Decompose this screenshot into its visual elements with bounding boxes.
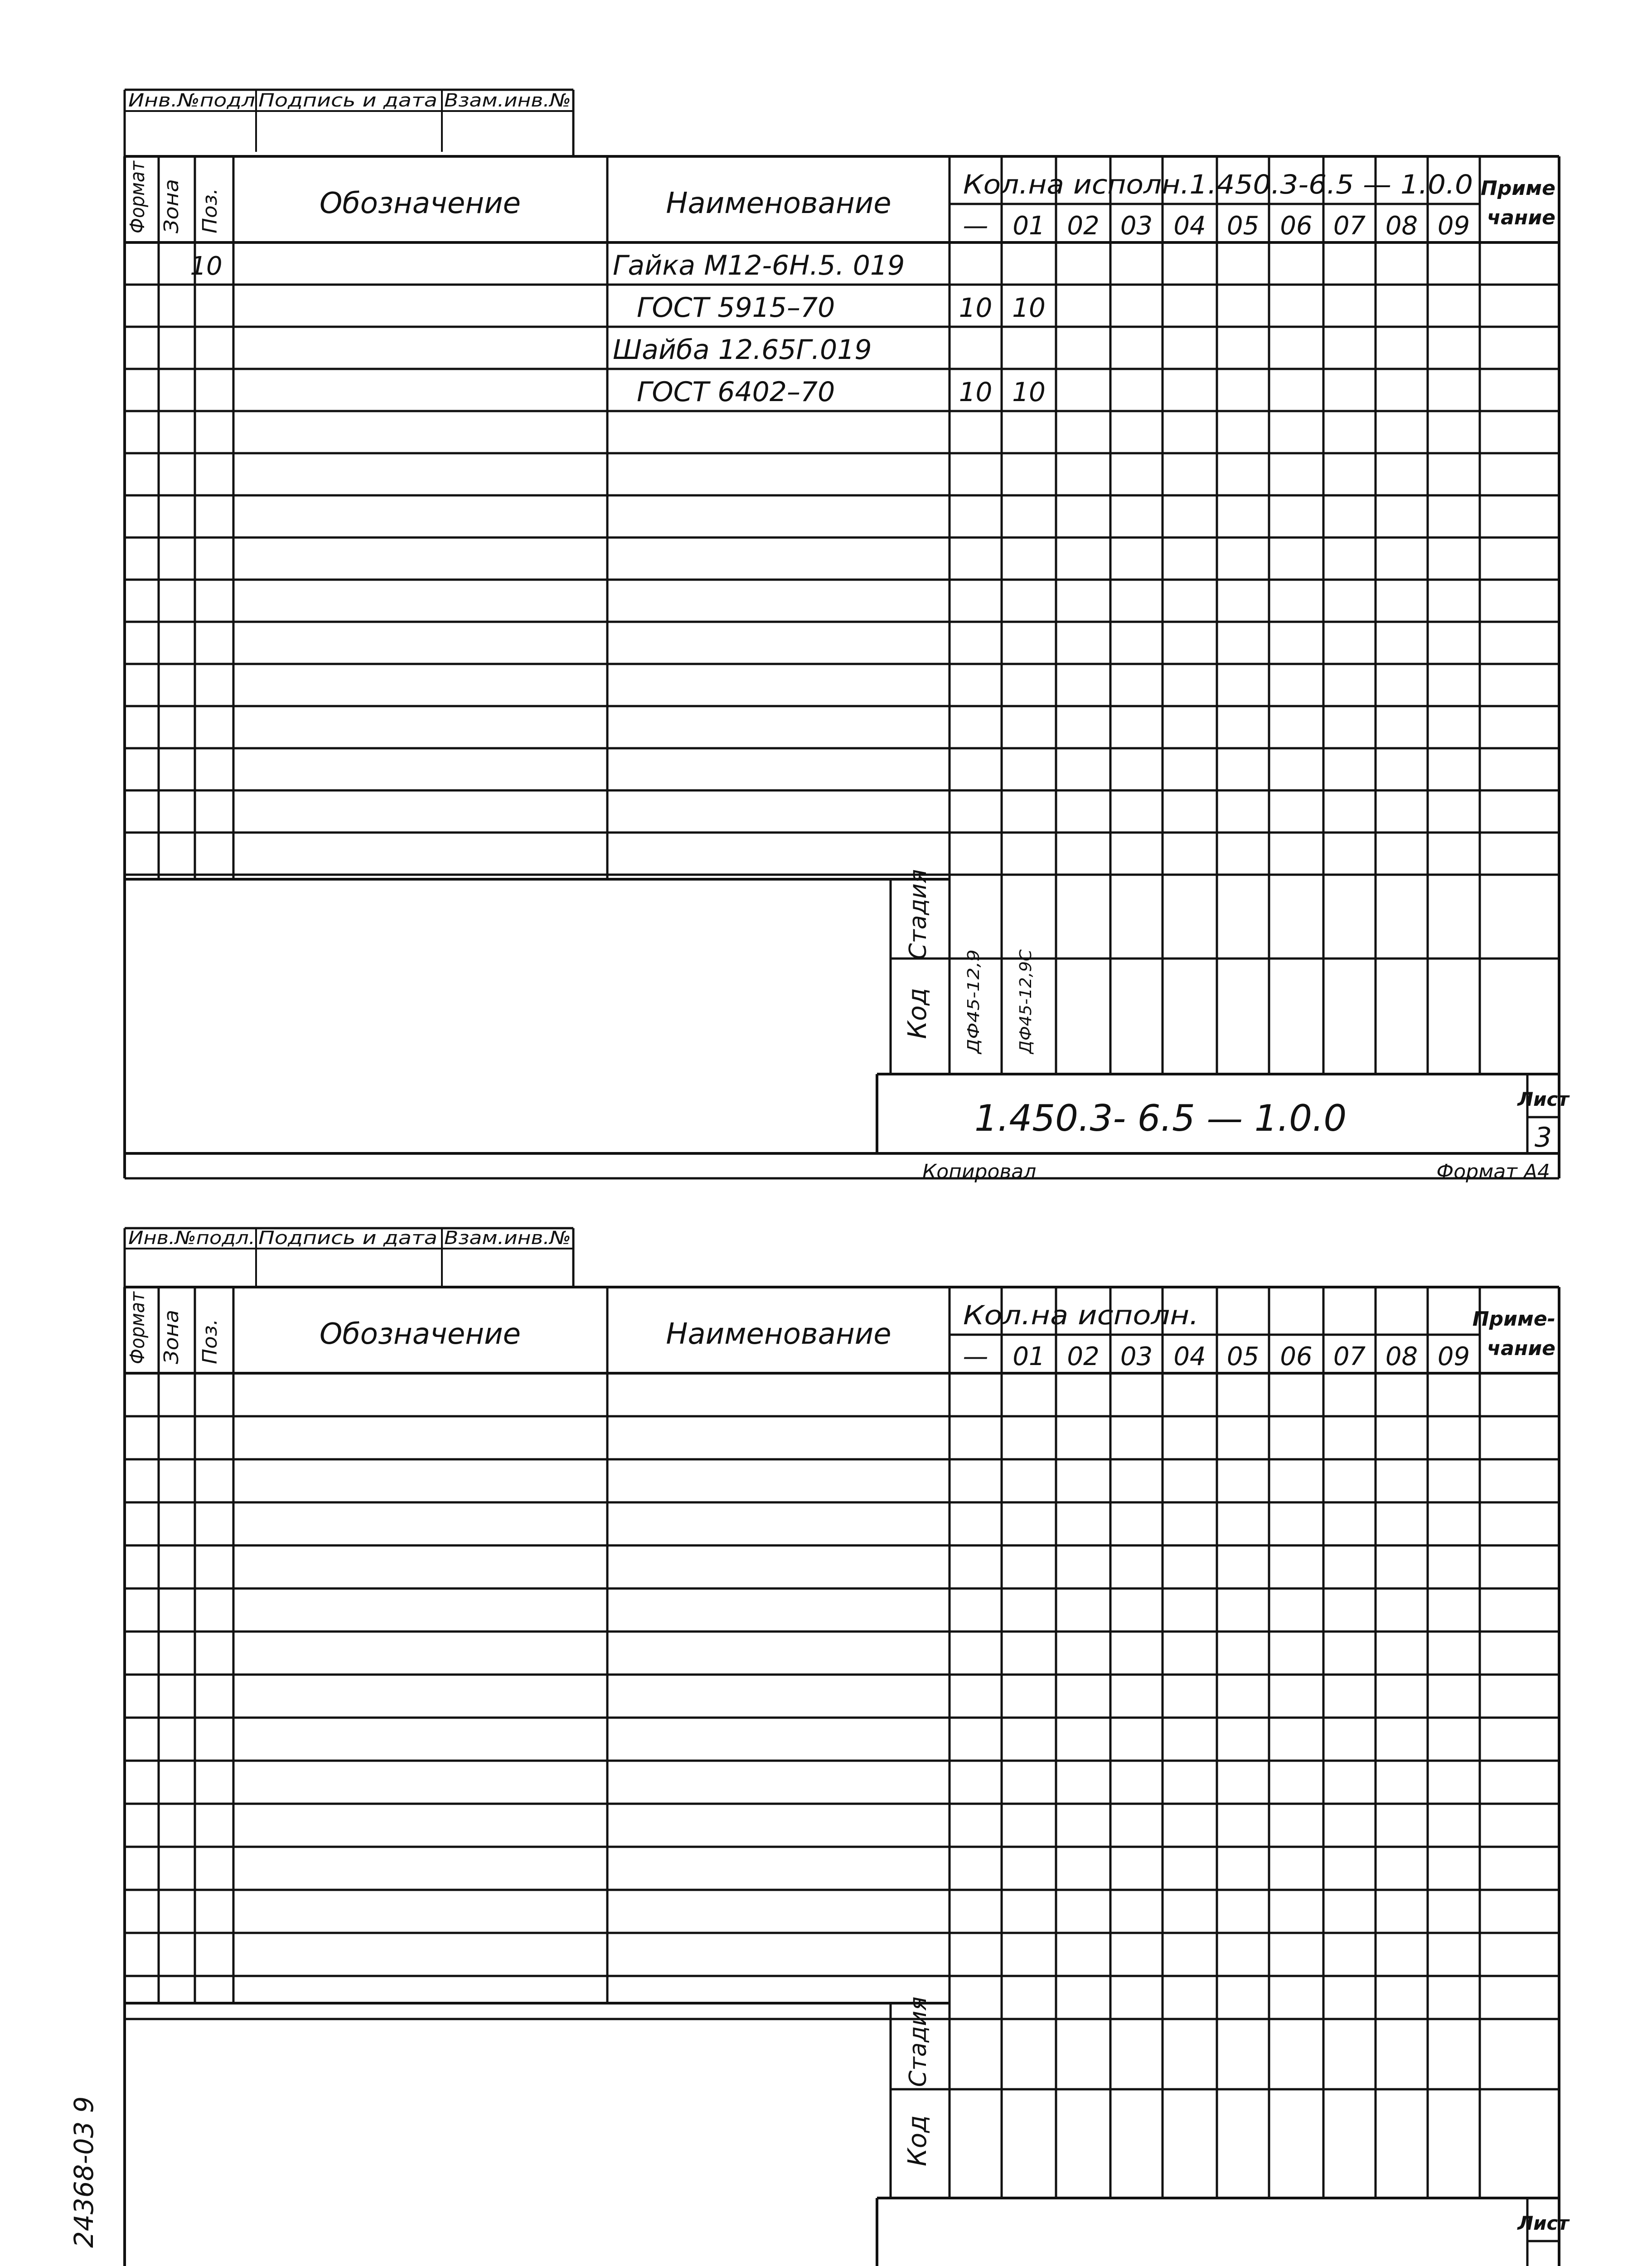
- variant-label: —: [963, 211, 988, 241]
- side-stamp: 24368-03 9: [68, 2096, 99, 2248]
- stamp-label: Инв.№подл: [128, 90, 255, 111]
- header-note: Приме: [1481, 177, 1555, 200]
- variant-label: 08: [1385, 1342, 1418, 1371]
- row-name: Шайба 12.65Г.019: [613, 334, 872, 366]
- header-qty: Кол.на исполн.: [963, 1300, 1199, 1331]
- stadia-label: Стадия: [905, 1996, 932, 2087]
- header-format: Формат: [126, 152, 149, 233]
- row-qty: 10: [959, 292, 993, 323]
- header-zona: Зона: [160, 183, 183, 233]
- row-qty: 10: [1012, 377, 1046, 407]
- variant-label: 03: [1120, 1342, 1153, 1371]
- variant-label: 06: [1280, 211, 1313, 241]
- variant-label: 03: [1120, 211, 1153, 241]
- variant-label: 02: [1067, 1342, 1100, 1371]
- variant-label: —: [963, 1342, 988, 1371]
- row-poz: 10: [190, 252, 223, 281]
- variant-label: 01: [1013, 1342, 1045, 1371]
- variant-label: 01: [1013, 211, 1045, 241]
- list-number: 3: [1534, 1122, 1552, 1153]
- format-label: Формат А4: [1436, 1160, 1550, 1183]
- header-note: чание: [1487, 1337, 1555, 1360]
- stadia-label: Стадия: [905, 869, 932, 960]
- header-qty: Кол.на исполн.1.450.3-6.5 — 1.0.0: [963, 169, 1473, 200]
- list-label: Лист: [1517, 1088, 1569, 1110]
- kod-value: ДФ45-12,9С: [1017, 952, 1035, 1054]
- stamp-label: Взам.инв.№: [444, 1228, 571, 1249]
- header-poz: Поз.: [199, 1320, 222, 1364]
- header-note: чание: [1487, 206, 1555, 229]
- header-note: Приме-: [1472, 1307, 1555, 1331]
- variant-label: 02: [1067, 211, 1100, 241]
- kod-label: Код: [903, 988, 932, 1039]
- stamp-label: Взам.инв.№: [444, 90, 571, 111]
- row-qty: 10: [1012, 292, 1046, 323]
- header-designation: Обозначение: [319, 187, 521, 220]
- kod-label: Код: [903, 2115, 932, 2166]
- row-name: ГОСТ 6402–70: [637, 376, 835, 408]
- document-number: 1.450.3- 6.5 — 1.0.0: [974, 1097, 1347, 1139]
- header-name: Наименование: [666, 1317, 891, 1351]
- variant-label: 04: [1173, 211, 1206, 241]
- header-name: Наименование: [666, 187, 891, 220]
- list-label: Лист: [1517, 2212, 1569, 2234]
- table-grid: [125, 90, 1559, 2266]
- variant-label: 09: [1437, 1342, 1470, 1371]
- variant-label: 07: [1333, 1342, 1366, 1371]
- header-poz: Поз.: [199, 189, 222, 233]
- header-designation: Обозначение: [319, 1317, 521, 1351]
- header-zona: Зона: [160, 1314, 183, 1364]
- header-format: Формат: [126, 1283, 149, 1364]
- variant-label: 09: [1437, 211, 1470, 241]
- variant-label: 06: [1280, 1342, 1313, 1371]
- variant-label: 08: [1385, 211, 1418, 241]
- variant-label: 05: [1226, 211, 1260, 241]
- stamp-label: Подпись и дата: [258, 1228, 437, 1249]
- stamp-label: Инв.№подл.: [128, 1228, 255, 1249]
- row-qty: 10: [959, 377, 993, 407]
- row-name: ГОСТ 5915–70: [637, 292, 835, 324]
- row-name: Гайка М12-6Н.5. 019: [613, 250, 905, 281]
- variant-label: 07: [1333, 211, 1366, 241]
- variant-label: 04: [1173, 1342, 1206, 1371]
- variant-label: 05: [1226, 1342, 1260, 1371]
- kod-value: ДФ45-12,9: [964, 964, 983, 1054]
- copied-label: Копировал: [922, 1160, 1037, 1183]
- stamp-label: Подпись и дата: [258, 90, 437, 111]
